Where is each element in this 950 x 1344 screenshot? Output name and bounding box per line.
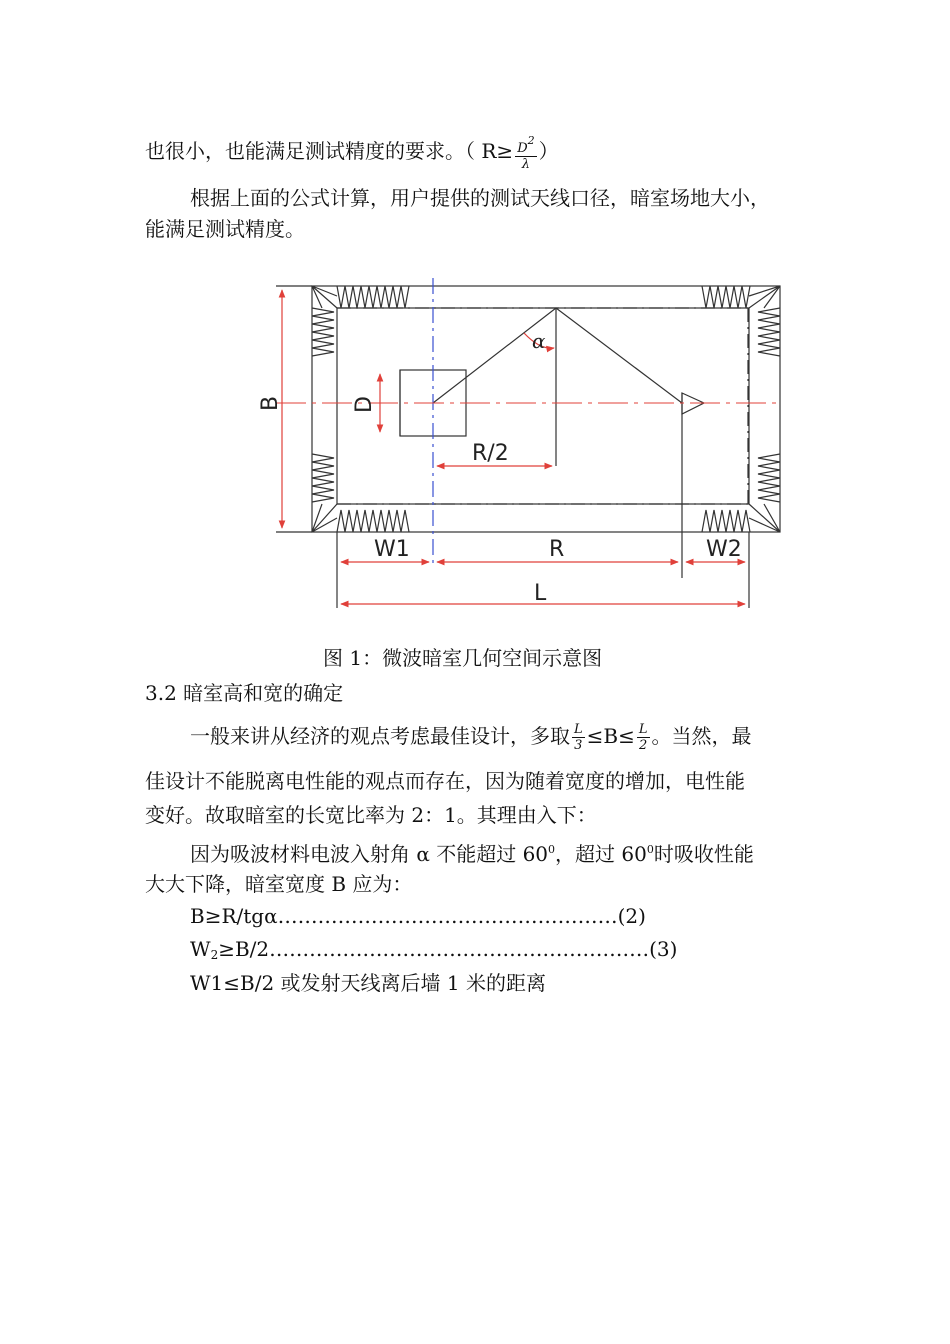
label-W1: W1 (374, 537, 410, 562)
label-alpha: α (532, 329, 546, 353)
paragraph-line: 变好。故取暗室的长宽比率为 2：1。其理由入下： (145, 803, 597, 827)
label-B: B (258, 395, 283, 411)
paragraph-line: 根据上面的公式计算，用户提供的测试天线口径，暗室场地大小， (190, 186, 770, 210)
formula-2: B≥R/tgα……………………………………………(2) (190, 904, 646, 928)
section-heading: 3.2 暗室高和宽的确定 (145, 681, 344, 705)
absorber-left-lower (312, 454, 334, 502)
absorber-top-left (337, 286, 409, 308)
absorber-right-lower (758, 454, 780, 502)
absorber-top-right (702, 286, 750, 308)
paragraph-line: 因为吸波材料电波入射角 α 不能超过 $60^0$，超过 $60^0$时吸收性能 (190, 842, 754, 866)
label-D: D (352, 396, 377, 413)
absorber-bottom-left (337, 510, 409, 532)
formula-fraction: $\frac{L}{2}$ (638, 722, 648, 753)
figure-caption: 图 1：微波暗室几何空间示意图 (323, 646, 603, 670)
text: 也很小，也能满足测试精度的要求。（ R≥ (145, 139, 514, 163)
paragraph-line: 大大下降，暗室宽度 B 应为： (145, 872, 413, 896)
absorber-right-upper (758, 308, 780, 356)
label-R: R (549, 537, 565, 562)
paragraph-line: 一般来讲从经济的观点考虑最佳设计，多取 $\frac{L}{3}$ ≤B≤ $\frac{L}{2}$ 。当然，最 (190, 722, 752, 753)
label-L: L (534, 581, 547, 606)
outer-wall (312, 286, 780, 532)
paragraph-line: 佳设计不能脱离电性能的观点而存在，因为随着宽度的增加，电性能 (145, 769, 745, 793)
formula-fraction: $\frac{L}{3}$ (574, 722, 583, 753)
absorber-left-upper (312, 308, 334, 356)
anechoic-chamber-diagram (258, 278, 782, 618)
formula-fraction: $\frac{D^2}{\lambda}$ (517, 134, 535, 172)
paragraph-line: 也很小，也能满足测试精度的要求。（ R≥ $\frac{D^2}{\lambda}$ ） (145, 134, 559, 172)
paragraph-line: 能满足测试精度。 (145, 217, 305, 241)
absorber-bottom-right (702, 510, 750, 532)
formula-3: $W_2\ge B/2\dots\dots\dots\dots\dots\dots\dots\dots\dots\dots\dots\dots\dots\dots\dots\dots\dots\dots\dots(3)$ (190, 937, 678, 962)
label-R-half: R/2 (472, 441, 509, 466)
formula-w1: W1≤B/2 或发射天线离后墙 1 米的距离 (190, 971, 546, 995)
reflection-path (433, 308, 682, 403)
label-W2: W2 (706, 537, 742, 562)
